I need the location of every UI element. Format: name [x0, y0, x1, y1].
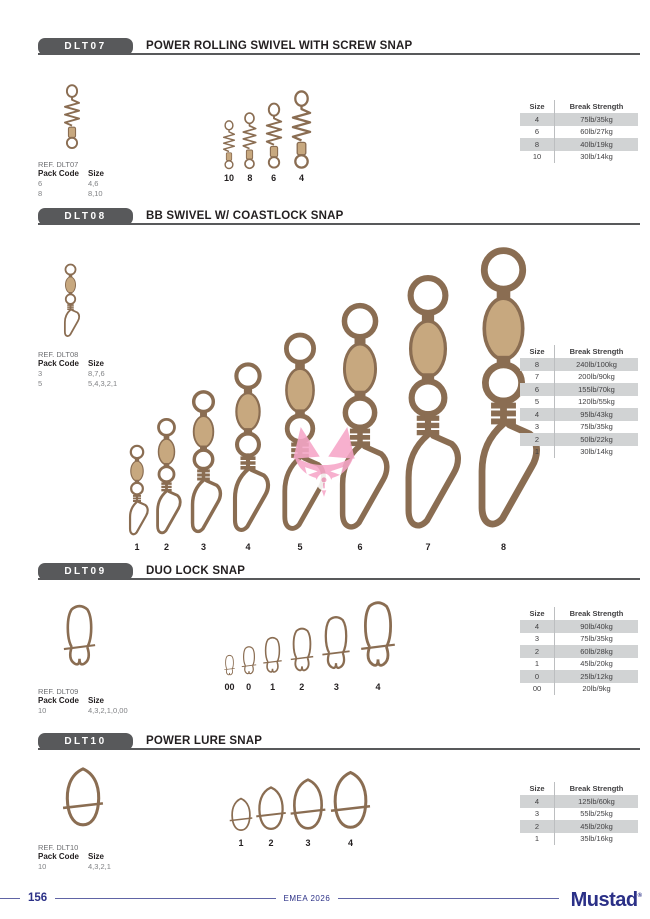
product-size-item [183, 389, 224, 552]
product-size-label: 4 [245, 542, 251, 552]
product-size-item [328, 767, 373, 848]
pack-code-header: Pack Code [38, 696, 79, 705]
product-size-label: 00 [224, 682, 235, 692]
size-cell: 8 [534, 359, 540, 369]
spec-table-row [520, 433, 638, 446]
reference-column [38, 84, 178, 198]
reference-column [38, 599, 178, 716]
size-column-header: Size [529, 609, 545, 618]
product-size-item [224, 361, 272, 552]
product-section [38, 208, 640, 563]
pack-size-header: Size [88, 696, 105, 705]
spec-table-row [520, 396, 638, 409]
duo-lock-snap-image [261, 634, 284, 679]
registered-mark: ® [637, 893, 643, 899]
section-title: POWER LURE SNAP [146, 735, 263, 747]
screw-snap-swivel-image [239, 112, 260, 170]
break-strength-cell: 55lb/25kg [554, 808, 638, 821]
pack-size-value: 8,10 [88, 188, 103, 198]
pack-code-value: 8 [38, 188, 43, 198]
break-strength-column-header: Break Strength [554, 607, 638, 620]
product-size-item [288, 624, 316, 692]
product-size-item [239, 112, 260, 183]
pack-row [38, 179, 178, 189]
break-strength-cell: 95lb/43kg [554, 408, 638, 421]
break-strength-cell: 25lb/12kg [554, 670, 638, 683]
product-size-label: 4 [298, 173, 304, 183]
spec-table-row [520, 833, 638, 846]
break-strength-table [520, 100, 638, 163]
duo-lock-snap-image [240, 644, 258, 679]
size-cell: 3 [534, 809, 540, 819]
spec-table-row [520, 113, 638, 126]
product-size-label: 2 [268, 838, 274, 848]
bb-swivel-coastlock-image [272, 331, 328, 539]
break-strength-cell: 75lb/35kg [554, 633, 638, 646]
size-column-header: Size [529, 347, 545, 356]
product-code-badge [38, 208, 133, 225]
page-number: 156 [28, 892, 48, 904]
product-size-label: 3 [333, 682, 339, 692]
power-lure-snap-image [328, 767, 373, 835]
break-strength-cell: 125lb/60kg [554, 795, 638, 808]
product-size-item [288, 775, 328, 848]
bb-swivel-coastlock-image [328, 301, 392, 539]
bb-swivel-coastlock-image [60, 263, 81, 340]
pack-table-header [38, 696, 178, 706]
spec-table-rows [520, 113, 638, 163]
size-cell: 10 [532, 152, 542, 162]
spec-table-row [520, 138, 638, 151]
break-strength-cell: 240lb/100kg [554, 358, 638, 371]
break-strength-cell: 90lb/40kg [554, 620, 638, 633]
page-footer [0, 888, 650, 911]
pack-code-value: 10 [38, 862, 47, 871]
product-size-label: 1 [270, 682, 276, 692]
product-size-label: 8 [247, 173, 253, 183]
product-size-item [223, 653, 236, 692]
duo-lock-snap-image [319, 611, 353, 679]
spec-table-row [520, 633, 638, 646]
break-strength-cell: 60lb/27kg [554, 126, 638, 139]
spec-table-row [520, 670, 638, 683]
break-strength-cell: 155lb/70kg [554, 383, 638, 396]
power-lure-snap-image [254, 783, 288, 835]
product-size-item [262, 102, 286, 183]
section-header [38, 38, 640, 55]
break-strength-cell: 200lb/90kg [554, 371, 638, 384]
break-strength-cell: 45lb/20kg [554, 820, 638, 833]
pack-table [38, 706, 178, 716]
product-size-label: 2 [299, 682, 305, 692]
screw-snap-swivel-image [262, 102, 286, 170]
product-size-item [228, 795, 254, 848]
size-cell: 2 [534, 821, 540, 831]
pack-code-header: Pack Code [38, 852, 79, 861]
size-cell: 4 [534, 114, 540, 124]
product-code-badge [38, 563, 133, 580]
section-header [38, 563, 640, 580]
pack-code-value: 10 [38, 706, 47, 715]
footer-line [338, 898, 558, 899]
break-strength-table [520, 607, 638, 695]
break-strength-cell: 120lb/55kg [554, 396, 638, 409]
spec-table-row [520, 358, 638, 371]
bb-swivel-coastlock-image [392, 273, 464, 539]
size-cell: 00 [532, 684, 542, 694]
pack-row [38, 706, 178, 716]
product-photo [60, 599, 178, 682]
pack-size-value: 4,6 [88, 179, 99, 188]
size-cell: 6 [534, 384, 540, 394]
break-strength-column-header: Break Strength [554, 345, 638, 358]
spec-table-header [520, 100, 638, 113]
product-size-label: 2 [163, 542, 169, 552]
product-size-item [240, 644, 258, 692]
size-cell: 5 [534, 397, 540, 407]
product-size-label: 5 [297, 542, 303, 552]
break-strength-cell: 35lb/16kg [554, 833, 638, 846]
product-code: DLT10 [64, 736, 107, 747]
spec-table-row [520, 151, 638, 164]
break-strength-cell: 20lb/9kg [554, 683, 638, 696]
size-cell: 2 [534, 646, 540, 656]
product-size-label: 0 [246, 682, 252, 692]
product-size-row [228, 767, 364, 848]
section-title: BB SWIVEL W/ COASTLOCK SNAP [146, 210, 344, 222]
product-size-label: 6 [271, 173, 277, 183]
size-cell: 4 [534, 409, 540, 419]
product-size-item [254, 783, 288, 848]
pack-size-value: 4,3,2,1,0,00 [88, 706, 128, 715]
product-section [38, 563, 640, 733]
product-code-badge [38, 38, 133, 55]
spec-table-row [520, 383, 638, 396]
product-section [38, 38, 640, 208]
size-cell: 3 [534, 422, 540, 432]
product-photo [60, 763, 178, 838]
size-cell: 8 [534, 139, 540, 149]
pack-table [38, 179, 178, 198]
spec-table-header [520, 782, 638, 795]
break-strength-cell: 75lb/35kg [554, 113, 638, 126]
spec-table-row [520, 645, 638, 658]
spec-table-row [520, 795, 638, 808]
screw-snap-swivel-image [60, 84, 84, 150]
section-header [38, 733, 640, 750]
product-code: DLT07 [64, 41, 107, 52]
spec-table-row [520, 371, 638, 384]
pack-row [38, 189, 178, 199]
product-size-item [261, 634, 284, 692]
bb-swivel-coastlock-image [124, 444, 150, 539]
size-cell: 2 [534, 434, 540, 444]
product-size-row [124, 245, 518, 552]
spec-table-rows [520, 358, 638, 458]
product-photo [60, 84, 178, 155]
product-size-item [319, 611, 353, 692]
product-size-label: 10 [223, 173, 234, 183]
pack-size-value: 5,4,3,2,1 [88, 378, 118, 388]
pack-code-value: 3 [38, 369, 43, 378]
size-cell: 4 [534, 796, 540, 806]
product-size-item [220, 120, 238, 183]
pack-table-header [38, 169, 178, 179]
section-header [38, 208, 640, 225]
product-size-label: 6 [357, 542, 363, 552]
bb-swivel-coastlock-image [183, 389, 224, 539]
size-cell: 1 [534, 834, 540, 844]
size-cell: 1 [534, 659, 540, 669]
break-strength-table [520, 782, 638, 845]
pack-size-value: 8,7,6 [88, 369, 105, 378]
power-lure-snap-image [228, 795, 254, 835]
product-size-label: 1 [238, 838, 244, 848]
screw-snap-swivel-image [287, 90, 316, 170]
section-title: POWER ROLLING SWIVEL WITH SCREW SNAP [146, 40, 413, 52]
product-code: DLT09 [64, 566, 107, 577]
break-strength-column-header: Break Strength [554, 100, 638, 113]
product-section [38, 733, 640, 885]
duo-lock-snap-image [60, 599, 99, 677]
size-column-header: Size [529, 102, 545, 111]
spec-table-row [520, 620, 638, 633]
pack-code-value: 5 [38, 378, 43, 388]
spec-table-row [520, 683, 638, 696]
product-size-item [150, 417, 183, 552]
ref-label: REF. DLT08 [38, 350, 79, 359]
product-size-item [272, 331, 328, 552]
pack-table-header [38, 852, 178, 862]
spec-table-rows [520, 795, 638, 845]
product-size-label: 4 [375, 682, 381, 692]
bb-swivel-coastlock-image [150, 417, 183, 539]
product-size-row [220, 90, 316, 183]
break-strength-cell: 40lb/19kg [554, 138, 638, 151]
product-size-item [124, 444, 150, 552]
pack-size-header: Size [88, 359, 105, 368]
product-size-item [357, 595, 399, 692]
power-lure-snap-image [60, 763, 106, 833]
spec-table-row [520, 126, 638, 139]
duo-lock-snap-image [223, 653, 236, 679]
ref-label: REF. DLT09 [38, 687, 79, 696]
size-cell: 0 [534, 671, 540, 681]
size-cell: 3 [534, 634, 540, 644]
pack-code-header: Pack Code [38, 169, 79, 178]
footer-line [0, 898, 20, 899]
size-cell: 1 [534, 447, 540, 457]
spec-table-row [520, 820, 638, 833]
product-size-label: 8 [500, 542, 506, 552]
size-cell: 6 [534, 127, 540, 137]
product-code: DLT08 [64, 211, 107, 222]
product-size-item [287, 90, 316, 183]
product-size-item [392, 273, 464, 552]
product-size-row [223, 595, 399, 692]
pack-code-header: Pack Code [38, 359, 79, 368]
brand-logo: Mustad® [570, 889, 643, 911]
break-strength-cell: 30lb/14kg [554, 151, 638, 164]
reference-column [38, 763, 178, 872]
ref-label: REF. DLT07 [38, 160, 79, 169]
spec-table-header [520, 345, 638, 358]
spec-table-row [520, 408, 638, 421]
size-cell: 7 [534, 372, 540, 382]
break-strength-table [520, 345, 638, 458]
break-strength-cell: 50lb/22kg [554, 433, 638, 446]
spec-table-row [520, 658, 638, 671]
spec-table-row [520, 808, 638, 821]
product-size-label: 3 [305, 838, 311, 848]
break-strength-cell: 45lb/20kg [554, 658, 638, 671]
break-strength-column-header: Break Strength [554, 782, 638, 795]
spec-table-header [520, 607, 638, 620]
break-strength-cell: 60lb/28kg [554, 645, 638, 658]
pack-size-value: 4,3,2,1 [88, 862, 111, 871]
pack-row [38, 862, 178, 872]
spec-table-rows [520, 620, 638, 695]
duo-lock-snap-image [288, 624, 316, 679]
spec-table-row [520, 446, 638, 459]
pack-code-value: 6 [38, 179, 43, 188]
product-size-label: 7 [425, 542, 431, 552]
section-title: DUO LOCK SNAP [146, 565, 246, 577]
edition-label: EMEA 2026 [283, 893, 331, 903]
size-column-header: Size [529, 784, 545, 793]
pack-size-header: Size [88, 169, 105, 178]
size-cell: 4 [534, 621, 540, 631]
break-strength-cell: 30lb/14kg [554, 446, 638, 459]
pack-table [38, 862, 178, 872]
pack-size-header: Size [88, 852, 105, 861]
product-size-item [328, 301, 392, 552]
product-size-label: 4 [347, 838, 353, 848]
footer-line [55, 898, 275, 899]
product-size-label: 1 [134, 542, 140, 552]
screw-snap-swivel-image [220, 120, 238, 170]
spec-table-row [520, 421, 638, 434]
duo-lock-snap-image [357, 595, 399, 679]
power-lure-snap-image [288, 775, 328, 835]
product-code-badge [38, 733, 133, 750]
ref-label: REF. DLT10 [38, 843, 79, 852]
break-strength-cell: 75lb/35kg [554, 421, 638, 434]
bb-swivel-coastlock-image [224, 361, 272, 539]
product-size-label: 3 [200, 542, 206, 552]
